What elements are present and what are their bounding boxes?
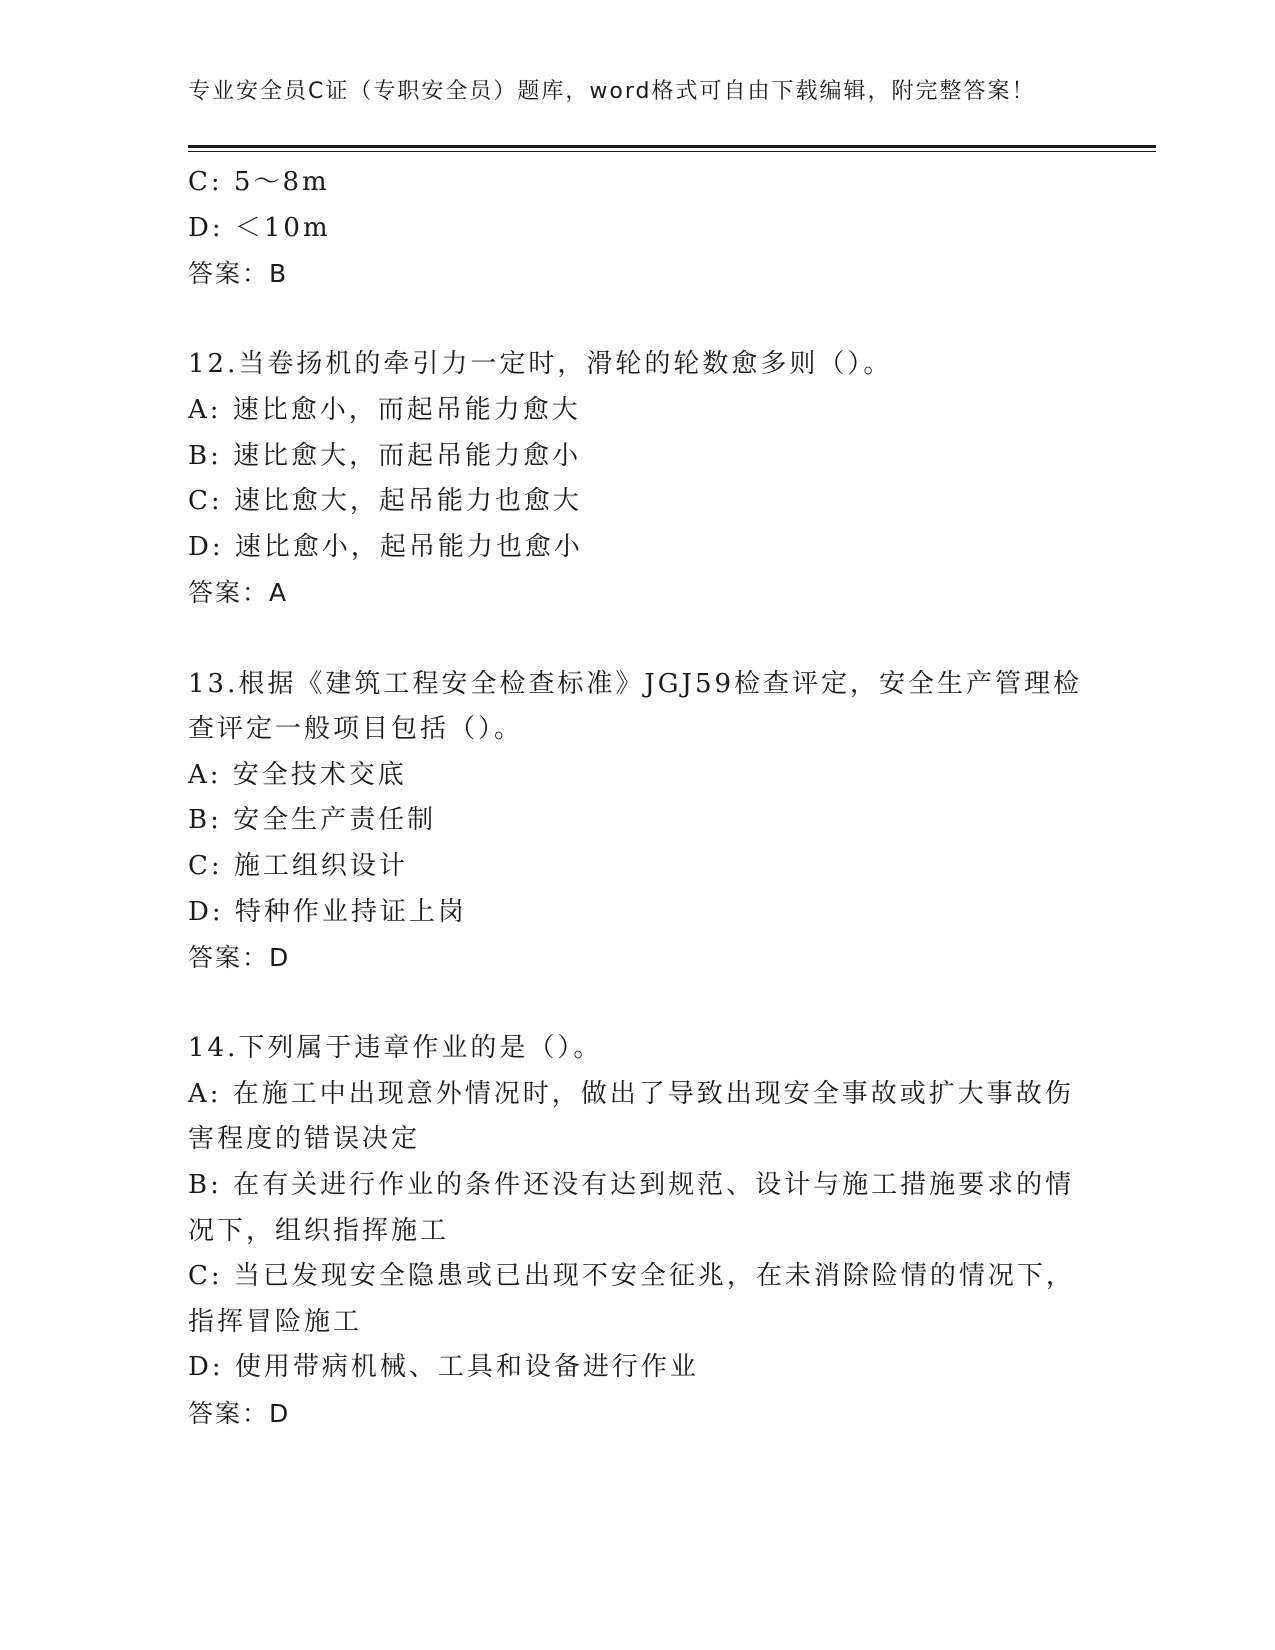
option-c: C: 5～8m bbox=[188, 167, 330, 197]
page-header: 专业安全员C证（专职安全员）题库，word格式可自由下载编辑，附完整答案！ bbox=[188, 79, 1036, 104]
option-b: B: 在有关进行作业的条件还没有达到规范、设计与施工措施要求的情 bbox=[188, 1170, 1075, 1201]
answer-line: 答案：A bbox=[188, 578, 289, 608]
option-b: B: 安全生产责任制 bbox=[188, 805, 437, 836]
option-a: A: 速比愈小，而起吊能力愈大 bbox=[188, 394, 581, 425]
question-stem: 14.下列属于违章作业的是（）。 bbox=[188, 1033, 603, 1064]
header-rule-thick bbox=[188, 145, 1156, 148]
option-d: D: 特种作业持证上岗 bbox=[188, 896, 467, 927]
question-content bbox=[188, 160, 1088, 1437]
answer-line: 答案：B bbox=[188, 259, 289, 289]
option-c: C: 施工组织设计 bbox=[188, 850, 408, 881]
option-a: A: 安全技术交底 bbox=[188, 759, 407, 790]
option-a-cont: 害程度的错误决定 bbox=[188, 1124, 421, 1155]
option-a: A: 在施工中出现意外情况时，做出了导致出现安全事故或扩大事故伤 bbox=[188, 1078, 1074, 1109]
header-rule-thin bbox=[188, 151, 1156, 152]
answer-line: 答案：D bbox=[188, 943, 291, 973]
answer-line: 答案：D bbox=[188, 1399, 291, 1429]
option-b: B: 速比愈大，而起吊能力愈小 bbox=[188, 440, 582, 471]
prev-question bbox=[188, 160, 1088, 297]
question-stem-cont: 查评定一般项目包括（）。 bbox=[188, 714, 524, 745]
option-c: C: 速比愈大，起吊能力也愈大 bbox=[188, 486, 582, 517]
option-c: C: 当已发现安全隐患或已出现不安全征兆，在未消除险情的情况下， bbox=[188, 1261, 1075, 1292]
option-b-cont: 况下，组织指挥施工 bbox=[188, 1215, 450, 1246]
option-d: D: 使用带病机械、工具和设备进行作业 bbox=[188, 1352, 699, 1383]
option-d: D: ＜10m bbox=[188, 212, 331, 243]
question-12 bbox=[188, 342, 1088, 616]
question-stem: 12.当卷扬机的牵引力一定时，滑轮的轮数愈多则（）。 bbox=[188, 349, 893, 380]
option-d: D: 速比愈小，起吊能力也愈小 bbox=[188, 531, 583, 562]
question-14 bbox=[188, 1026, 1088, 1436]
question-13 bbox=[188, 662, 1088, 981]
question-stem: 13.根据《建筑工程安全检查标准》JGJ59检查评定，安全生产管理检 bbox=[188, 668, 1083, 699]
option-c-cont: 指挥冒险施工 bbox=[188, 1306, 363, 1337]
